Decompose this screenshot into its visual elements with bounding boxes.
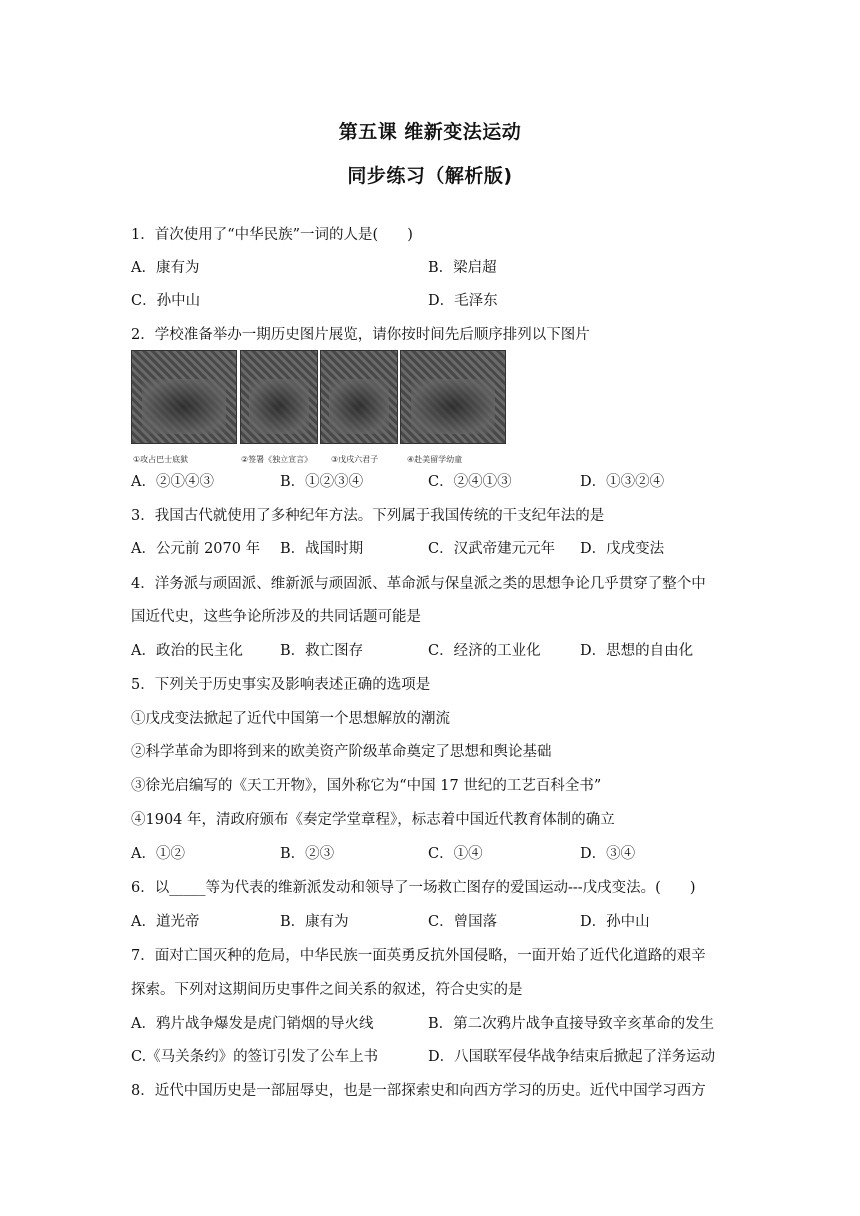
q3-stem: 3．我国古代就使用了多种纪年方法。下列属于我国传统的干支纪年法的是: [131, 508, 605, 524]
q5-statement-2: ②科学革命为即将到来的欧美资产阶级革命奠定了思想和舆论基础: [131, 744, 552, 760]
q5-stem: 5．下列关于历史事实及影响表述正确的选项是: [131, 677, 431, 693]
q1-option-d[interactable]: D．毛泽东: [428, 293, 498, 309]
q8-stem-line1: 8．近代中国历史是一部屈辱史，也是一部探索史和向西方学习的历史。近代中国学习西方: [131, 1083, 706, 1099]
q1-stem: 1．首次使用了“中华民族”一词的人是( ): [131, 227, 413, 243]
page-subtitle: 同步练习（解析版): [347, 165, 513, 187]
q7-option-d[interactable]: D．八国联军侵华战争结束后掀起了洋务运动: [428, 1049, 716, 1065]
q6-stem: 6．以_____等为代表的维新派发动和领导了一场救亡图存的爱国运动---戊戌变法。( ): [131, 880, 696, 896]
caption-4: ④赴美留学幼童: [407, 455, 463, 464]
q2-image-strip: [131, 350, 506, 468]
q1-option-c[interactable]: C．孙中山: [131, 293, 201, 309]
q7-option-a[interactable]: A．鸦片战争爆发是虎门销烟的导火线: [131, 1016, 374, 1032]
photo-bastille: [131, 350, 237, 444]
q7-option-c[interactable]: C.《马关条约》的签订引发了公车上书: [131, 1049, 379, 1065]
q4-option-b[interactable]: B．救亡图存: [280, 643, 364, 659]
q5-option-d[interactable]: D．③④: [580, 846, 636, 862]
q5-option-a[interactable]: A．①②: [131, 846, 185, 862]
q4-option-d[interactable]: D．思想的自由化: [580, 643, 694, 659]
q5-option-b[interactable]: B．②③: [280, 846, 335, 862]
q4-option-c[interactable]: C．经济的工业化: [428, 643, 541, 659]
photo-six-gentlemen: [320, 350, 398, 444]
q6-option-a[interactable]: A．道光帝: [131, 914, 200, 930]
caption-3: ③戊戌六君子: [331, 455, 379, 464]
q4-stem-line1: 4．洋务派与顽固派、维新派与顽固派、革命派与保皇派之类的思想争论几乎贯穿了整个中: [131, 576, 706, 592]
q7-stem-line2: 探索。下列对这期间历史事件之间关系的叙述，符合史实的是: [131, 982, 523, 998]
q2-stem: 2．学校准备举办一期历史图片展览，请你按时间先后顺序排列以下图片: [131, 327, 590, 343]
q2-option-a[interactable]: A．②①④③: [131, 474, 214, 490]
q5-option-c[interactable]: C．①④: [428, 846, 483, 862]
q3-option-b[interactable]: B．战国时期: [280, 541, 364, 557]
photo-students: [400, 350, 506, 444]
q2-option-d[interactable]: D．①③②④: [580, 474, 665, 490]
q4-option-a[interactable]: A．政治的民主化: [131, 643, 243, 659]
q7-option-b[interactable]: B．第二次鸦片战争直接导致辛亥革命的发生: [428, 1016, 715, 1032]
q5-statement-1: ①戊戌变法掀起了近代中国第一个思想解放的潮流: [131, 711, 450, 727]
q4-stem-line2: 国近代史，这些争论所涉及的共同话题可能是: [131, 609, 421, 625]
q6-option-c[interactable]: C．曾国落: [428, 914, 498, 930]
q7-stem-line1: 7．面对亡国灭种的危局，中华民族一面英勇反抗外国侵略，一面开始了近代化道路的艰辛: [131, 948, 706, 964]
q5-statement-3: ③徐光启编写的《天工开物》，国外称它为“中国 17 世纪的工艺百科全书”: [131, 778, 602, 794]
q1-option-b[interactable]: B．梁启超: [428, 260, 497, 276]
q2-option-b[interactable]: B．①②③④: [280, 474, 364, 490]
q3-option-d[interactable]: D．戊戌变法: [580, 541, 665, 557]
q6-option-b[interactable]: B．康有为: [280, 914, 349, 930]
q3-option-a[interactable]: A．公元前 2070 年: [131, 541, 261, 557]
caption-2: ②签署《独立宣言》: [241, 455, 313, 464]
q5-statement-4: ④1904 年，清政府颁布《奏定学堂章程》，标志着中国近代教育体制的确立: [131, 812, 615, 828]
q6-option-d[interactable]: D．孙中山: [580, 914, 650, 930]
q3-option-c[interactable]: C．汉武帝建元元年: [428, 541, 556, 557]
photo-declaration: [240, 350, 318, 444]
q2-option-c[interactable]: C．②④①③: [428, 474, 512, 490]
q1-option-a[interactable]: A．康有为: [131, 260, 200, 276]
caption-1: ①攻占巴士底狱: [133, 455, 189, 464]
page-title: 第五课 维新变法运动: [338, 121, 522, 143]
